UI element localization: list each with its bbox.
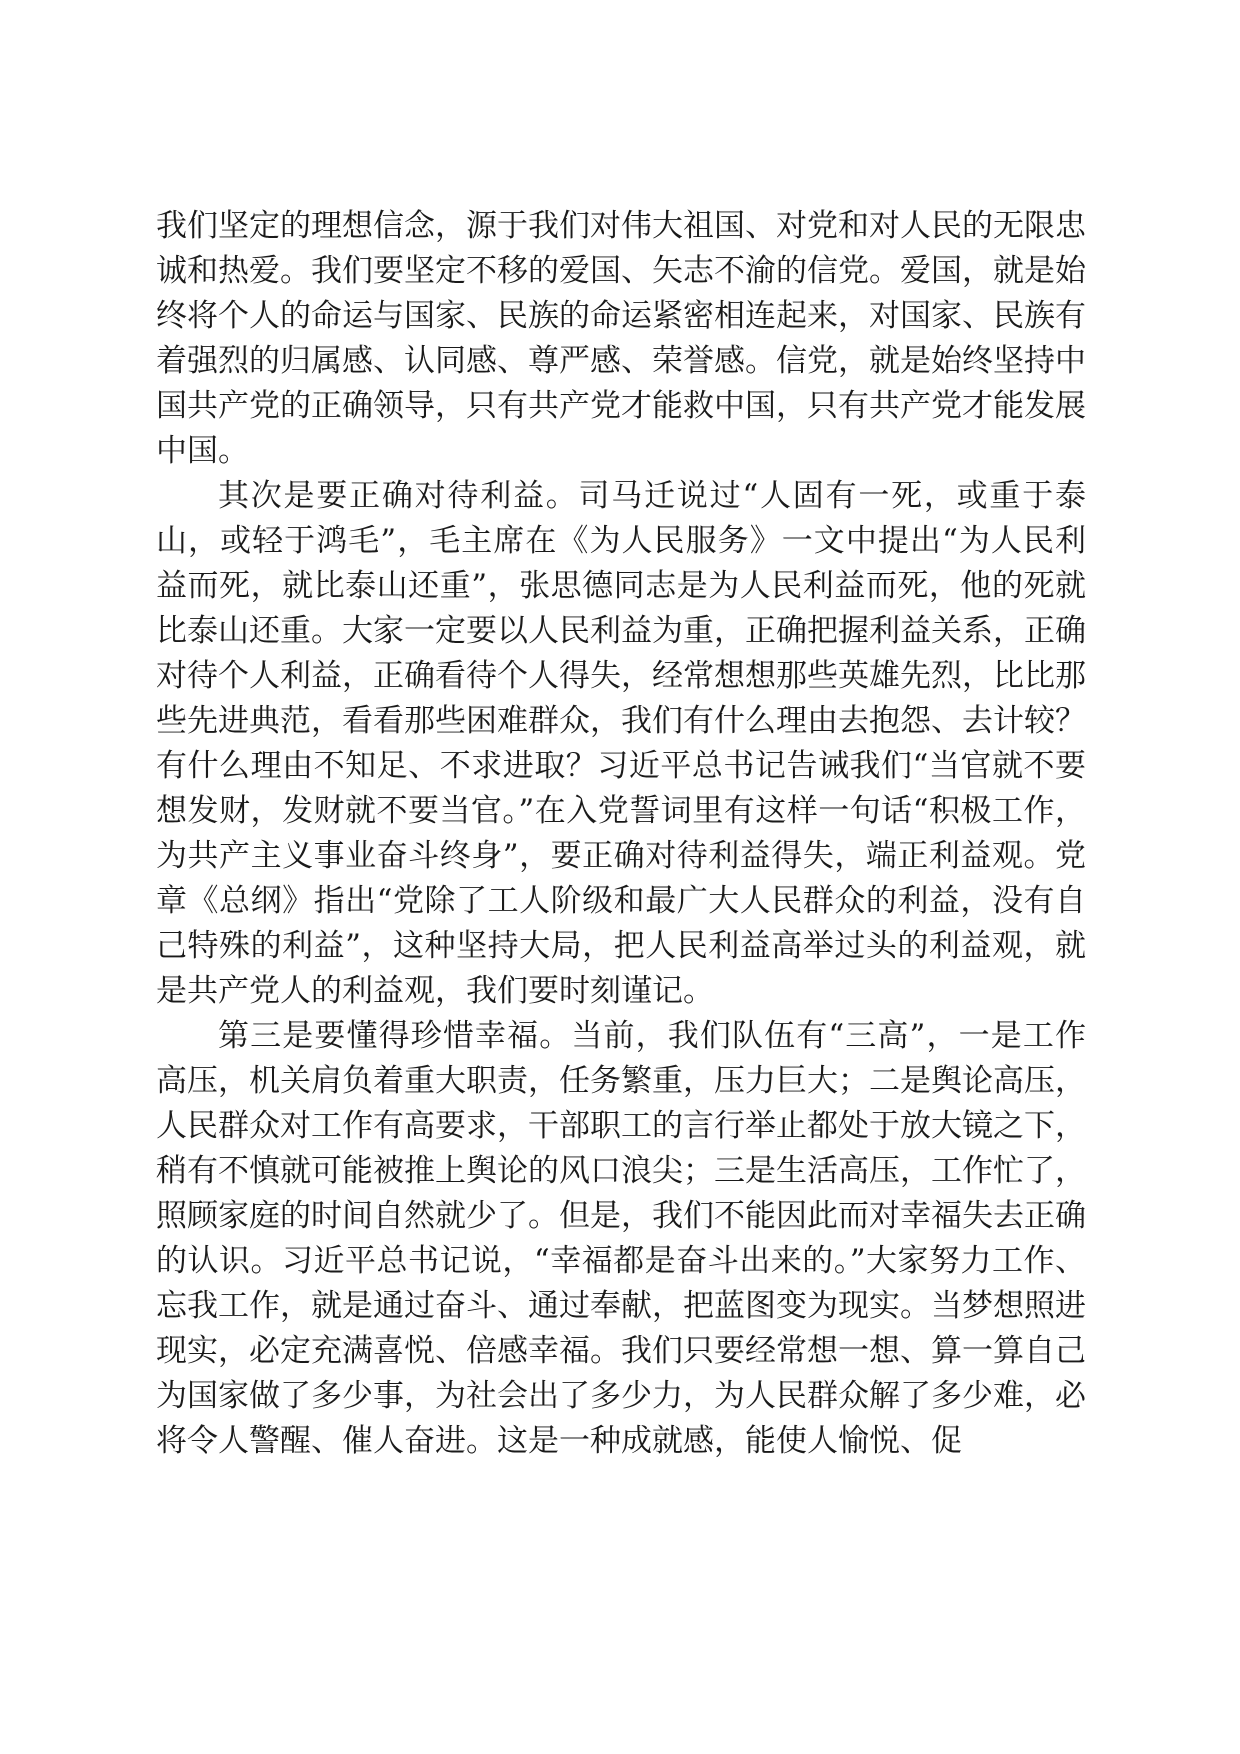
paragraph-correct-attitude-to-interests: 其次是要正确对待利益。司马迁说过“人固有一死，或重于泰山，或轻于鸿毛”，毛主席在《为人民服务》一文中提出“为人民利益而死，就比泰山还重”，张思德同志是为人民利益而死，他的死就比泰山还重。大家一定要以人民利益为重，正确把握利益关系，正确对待个人利益，正确看待个人得失，经常想想那些英雄先烈，比比那些先进典范，看看那些困难群众，我们有什么理由去抱怨、去计较？有什么理由不知足、不求进取？习近平总书记告诫我们“当官就不要想发财，发财就不要当官。”在入党誓词里有这样一句话“积极工作，为共产主义事业奋斗终身”，要正确对待利益得失，端正利益观。党章《总纲》指出“党除了工人阶级和最广大人民群众的利益，没有自己特殊的利益”，这种坚持大局，把人民利益高举过头的利益观，就是共产党人的利益观，我们要时刻谨记。 [156, 478, 1086, 1009]
paragraph-cherish-happiness: 第三是要懂得珍惜幸福。当前，我们队伍有“三高”，一是工作高压，机关肩负着重大职责，任务繁重，压力巨大；二是舆论高压，人民群众对工作有高要求，干部职工的言行举止都处于放大镜之下，稍有不慎就可能被推上舆论的风口浪尖；三是生活高压，工作忙了，照顾家庭的时间自然就少了。但是，我们不能因此而对幸福失去正确的认识。习近平总书记说，“幸福都是奋斗出来的。”大家努力工作、忘我工作，就是通过奋斗、通过奉献，把蓝图变为现实。当梦想照进现实，必定充满喜悦、倍感幸福。我们只要经常想一想、算一算自己为国家做了多少事，为社会出了多少力，为人民群众解了多少难，必将令人警醒、催人奋进。这是一种成就感，能使人愉悦、促 [156, 1018, 1086, 1459]
document-body [156, 204, 1086, 1464]
paragraph-ideals-patriotism: 我们坚定的理想信念，源于我们对伟大祖国、对党和对人民的无限忠诚和热爱。我们要坚定不移的爱国、矢志不渝的信党。爱国，就是始终将个人的命运与国家、民族的命运紧密相连起来，对国家、民族有着强烈的归属感、认同感、尊严感、荣誉感。信党，就是始终坚持中国共产党的正确领导，只有共产党才能救中国，只有共产党才能发展中国。 [156, 208, 1086, 469]
